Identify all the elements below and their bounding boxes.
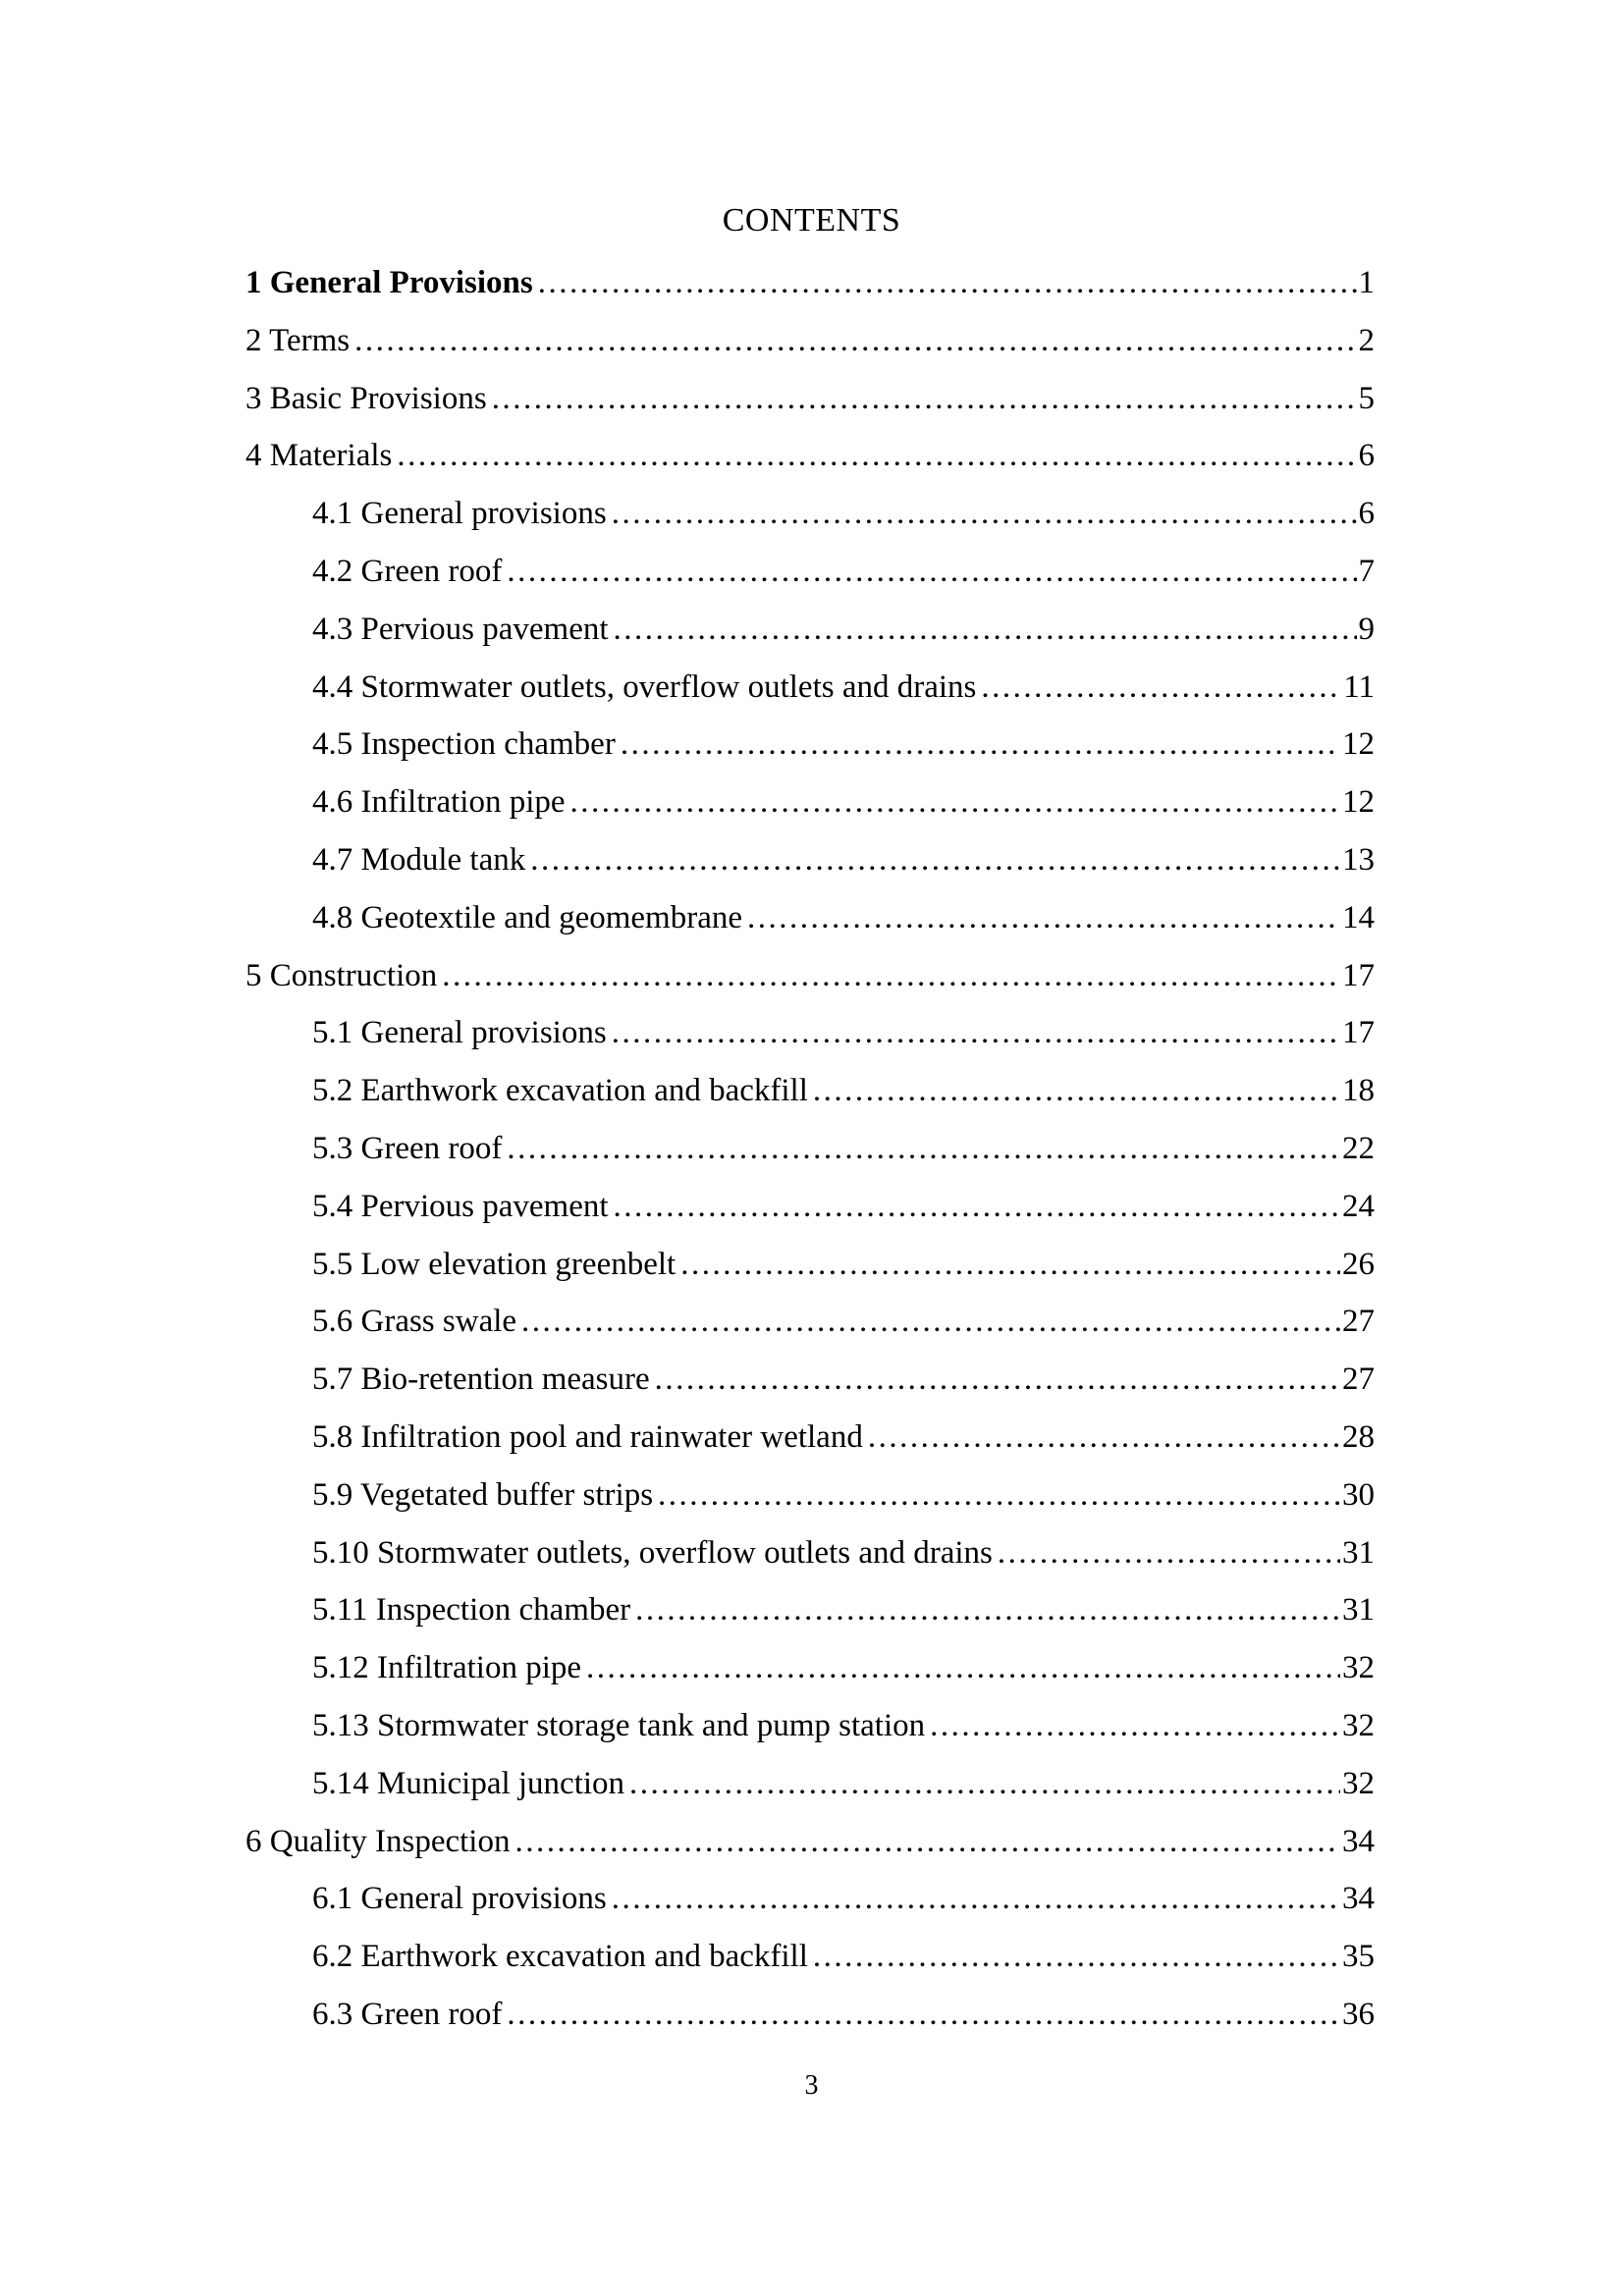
toc-entry-page: 12	[1342, 726, 1375, 763]
toc-entry[interactable]	[245, 1004, 1375, 1062]
toc-entry-page: 24	[1342, 1188, 1375, 1224]
toc-leader-dots	[998, 1524, 1340, 1582]
toc-entry[interactable]	[245, 889, 1375, 947]
toc-leader-dots	[635, 1581, 1340, 1639]
toc-entry-page: 31	[1342, 1534, 1375, 1571]
toc-leader-dots	[747, 889, 1340, 947]
toc-entry[interactable]	[245, 427, 1375, 485]
toc-entry-page: 14	[1342, 899, 1375, 935]
toc-entry[interactable]	[245, 1293, 1375, 1351]
toc-entry-label: 5.12 Infiltration pipe	[312, 1650, 582, 1686]
page-title: CONTENTS	[722, 202, 901, 239]
toc-entry[interactable]	[245, 1581, 1375, 1639]
toc-list	[245, 254, 1375, 2044]
toc-entry-label: 4 Materials	[245, 438, 393, 474]
toc-entry-page: 17	[1342, 957, 1375, 993]
toc-entry[interactable]	[245, 1639, 1375, 1697]
toc-entry[interactable]	[245, 1755, 1375, 1813]
toc-entry-label: 6 Quality Inspection	[245, 1823, 511, 1859]
toc-entry-label: 5.10 Stormwater outlets, overflow outlets and drains	[312, 1534, 993, 1571]
toc-entry-label: 5 Construction	[245, 957, 438, 993]
toc-leader-dots	[354, 312, 1356, 370]
toc-entry-label: 4.5 Inspection chamber	[312, 726, 616, 763]
toc-entry-label: 4.6 Infiltration pipe	[312, 784, 566, 821]
toc-entry-page: 6	[1358, 496, 1375, 532]
toc-leader-dots	[507, 1120, 1340, 1178]
toc-leader-dots	[507, 543, 1356, 601]
toc-entry-page: 12	[1342, 784, 1375, 821]
toc-entry[interactable]	[245, 1870, 1375, 1928]
toc-entry-label: 5.3 Green roof	[312, 1130, 503, 1166]
toc-leader-dots	[612, 1870, 1340, 1928]
toc-leader-dots	[614, 1178, 1340, 1236]
toc-leader-dots	[868, 1409, 1340, 1467]
toc-entry-label: 5.2 Earthwork excavation and backfill	[312, 1073, 808, 1109]
toc-entry-label: 4.2 Green roof	[312, 553, 503, 589]
toc-entry-label: 6.1 General provisions	[312, 1881, 607, 1917]
toc-entry-label: 4.3 Pervious pavement	[312, 611, 609, 647]
toc-entry[interactable]	[245, 370, 1375, 428]
toc-leader-dots	[514, 1813, 1340, 1871]
toc-entry-page: 7	[1358, 553, 1375, 589]
toc-entry-label: 3 Basic Provisions	[245, 380, 487, 416]
toc-entry-page: 18	[1342, 1073, 1375, 1109]
toc-leader-dots	[492, 370, 1357, 428]
toc-entry[interactable]	[245, 1062, 1375, 1120]
toc-entry-page: 32	[1342, 1765, 1375, 1801]
toc-entry[interactable]	[245, 485, 1375, 543]
toc-entry-label: 2 Terms	[245, 322, 351, 358]
toc-entry-page: 22	[1342, 1130, 1375, 1166]
toc-entry-page: 11	[1343, 668, 1375, 705]
toc-leader-dots	[614, 601, 1357, 659]
toc-entry[interactable]	[245, 1409, 1375, 1467]
toc-entry-label: 5.5 Low elevation greenbelt	[312, 1246, 676, 1282]
toc-entry[interactable]	[245, 543, 1375, 601]
toc-entry[interactable]	[245, 774, 1375, 831]
toc-entry-page: 1	[1358, 265, 1375, 300]
toc-entry-label: 5.7 Bio-retention measure	[312, 1362, 650, 1398]
toc-entry[interactable]	[245, 1986, 1375, 2044]
toc-entry-page: 27	[1342, 1362, 1375, 1398]
toc-entry-page: 31	[1342, 1592, 1375, 1629]
toc-entry[interactable]	[245, 312, 1375, 370]
footer-page-number: 3	[804, 2070, 819, 2101]
toc-entry[interactable]	[245, 1178, 1375, 1236]
toc-leader-dots	[586, 1639, 1340, 1697]
toc-leader-dots	[930, 1697, 1340, 1755]
toc-entry-page: 13	[1342, 841, 1375, 878]
toc-entry[interactable]	[245, 1928, 1375, 1986]
toc-entry-label: 5.6 Grass swale	[312, 1304, 517, 1340]
toc-entry-label: 6.2 Earthwork excavation and backfill	[312, 1939, 808, 1975]
toc-leader-dots	[521, 1293, 1340, 1351]
toc-entry[interactable]	[245, 716, 1375, 774]
toc-entry-page: 2	[1358, 322, 1375, 358]
toc-entry-label: 5.11 Inspection chamber	[312, 1592, 631, 1629]
toc-leader-dots	[507, 1986, 1340, 2044]
toc-entry-page: 35	[1342, 1939, 1375, 1975]
toc-entry-page: 28	[1342, 1418, 1375, 1455]
toc-entry[interactable]	[245, 831, 1375, 889]
toc-entry-label: 5.9 Vegetated buffer strips	[312, 1476, 654, 1513]
toc-leader-dots	[612, 1004, 1340, 1062]
toc-entry-label: 4.8 Geotextile and geomembrane	[312, 899, 743, 935]
toc-entry-page: 26	[1342, 1246, 1375, 1282]
toc-entry[interactable]	[245, 1236, 1375, 1294]
toc-entry-label: 5.13 Stormwater storage tank and pump station	[312, 1707, 926, 1743]
toc-entry[interactable]	[245, 1524, 1375, 1582]
toc-entry-page: 6	[1358, 438, 1375, 474]
toc-entry[interactable]	[245, 1120, 1375, 1178]
toc-entry-label: 4.4 Stormwater outlets, overflow outlets and drains	[312, 668, 977, 705]
toc-entry-label: 5.4 Pervious pavement	[312, 1188, 609, 1224]
toc-entry[interactable]	[245, 1351, 1375, 1409]
toc-leader-dots	[397, 427, 1356, 485]
toc-entry[interactable]	[245, 1467, 1375, 1524]
toc-entry-page: 32	[1342, 1707, 1375, 1743]
toc-entry-label: 5.8 Infiltration pool and rainwater wetland	[312, 1418, 863, 1455]
toc-leader-dots	[655, 1351, 1340, 1409]
toc-leader-dots	[530, 831, 1340, 889]
toc-entry-page: 5	[1358, 380, 1375, 416]
toc-entry-page: 36	[1342, 1996, 1375, 2032]
toc-entry-label: 4.1 General provisions	[312, 496, 607, 532]
toc-entry-page: 34	[1342, 1881, 1375, 1917]
toc-leader-dots	[442, 947, 1340, 1005]
toc-entry[interactable]	[245, 254, 1375, 312]
toc-leader-dots	[538, 254, 1357, 312]
toc-entry[interactable]	[245, 1813, 1375, 1871]
toc-entry-page: 17	[1342, 1015, 1375, 1051]
toc-entry-label: 4.7 Module tank	[312, 841, 526, 878]
toc-entry-page: 27	[1342, 1304, 1375, 1340]
toc-leader-dots	[658, 1467, 1340, 1524]
toc-entry[interactable]	[245, 947, 1375, 1005]
toc-leader-dots	[813, 1062, 1340, 1120]
toc-entry[interactable]	[245, 601, 1375, 659]
toc-entry[interactable]	[245, 1697, 1375, 1755]
toc-leader-dots	[680, 1236, 1340, 1294]
toc-entry-page: 9	[1358, 611, 1375, 647]
toc-leader-dots	[612, 485, 1357, 543]
toc-entry-label: 1 General Provisions	[245, 265, 533, 300]
toc-leader-dots	[813, 1928, 1340, 1986]
toc-entry-page: 30	[1342, 1476, 1375, 1513]
toc-entry-label: 5.1 General provisions	[312, 1015, 607, 1051]
toc-entry[interactable]	[245, 659, 1375, 717]
toc-entry-page: 34	[1342, 1823, 1375, 1859]
toc-leader-dots	[621, 716, 1340, 774]
toc-entry-label: 5.14 Municipal junction	[312, 1765, 625, 1801]
toc-entry-page: 32	[1342, 1650, 1375, 1686]
toc-leader-dots	[629, 1755, 1340, 1813]
toc-leader-dots	[981, 659, 1341, 717]
toc-leader-dots	[570, 774, 1340, 831]
toc-entry-label: 6.3 Green roof	[312, 1996, 503, 2032]
